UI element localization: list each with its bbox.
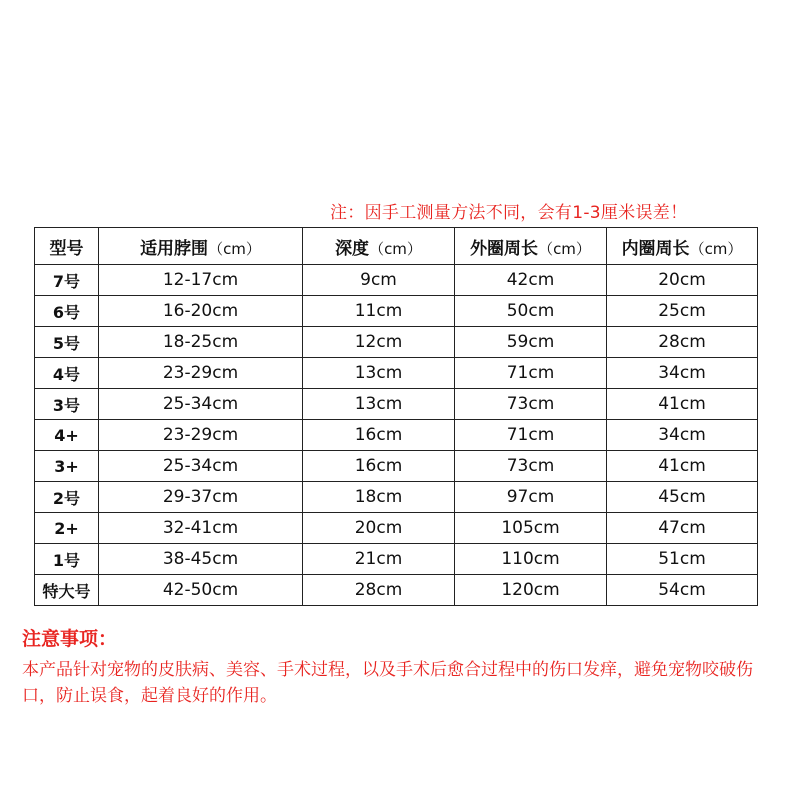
- measurement-note: 注：因手工测量方法不同，会有1-3厘米误差！: [330, 203, 688, 223]
- cell-model: 2号: [35, 482, 99, 513]
- notice-body: 本产品针对宠物的皮肤病、美容、手术过程，以及手术后愈合过程中的伤口发痒，避免宠物咬破伤口，防止误食，起着良好的作用。: [22, 660, 753, 706]
- cell-outer-circumference: 59cm: [455, 327, 607, 358]
- table-header-row: [35, 228, 758, 265]
- cell-inner-circumference: 41cm: [607, 389, 758, 420]
- cell-depth: 21cm: [303, 544, 455, 575]
- cell-outer-circumference: 42cm: [455, 265, 607, 296]
- cell-inner-circumference: 51cm: [607, 544, 758, 575]
- cell-depth: 9cm: [303, 265, 455, 296]
- cell-model: 4+: [35, 420, 99, 451]
- cell-inner-circumference: 20cm: [607, 265, 758, 296]
- cell-depth: 16cm: [303, 451, 455, 482]
- cell-model: 特大号: [35, 575, 99, 606]
- cell-inner-circumference: 47cm: [607, 513, 758, 544]
- cell-outer-circumference: 71cm: [455, 420, 607, 451]
- cell-inner-circumference: 45cm: [607, 482, 758, 513]
- table-row: [35, 513, 758, 544]
- header-outer-circumference: 外圈周长（cm）: [455, 228, 607, 265]
- cell-inner-circumference: 34cm: [607, 420, 758, 451]
- table-row: [35, 544, 758, 575]
- cell-outer-circumference: 73cm: [455, 451, 607, 482]
- table-row: [35, 482, 758, 513]
- cell-depth: 18cm: [303, 482, 455, 513]
- cell-model: 1号: [35, 544, 99, 575]
- cell-neck-range: 38-45cm: [99, 544, 303, 575]
- notice-title: 注意事项：: [22, 628, 118, 650]
- cell-outer-circumference: 71cm: [455, 358, 607, 389]
- cell-depth: 12cm: [303, 327, 455, 358]
- cell-neck-range: 25-34cm: [99, 451, 303, 482]
- table-row: [35, 358, 758, 389]
- cell-outer-circumference: 120cm: [455, 575, 607, 606]
- cell-depth: 13cm: [303, 389, 455, 420]
- cell-depth: 13cm: [303, 358, 455, 389]
- cell-inner-circumference: 34cm: [607, 358, 758, 389]
- cell-inner-circumference: 28cm: [607, 327, 758, 358]
- cell-neck-range: 12-17cm: [99, 265, 303, 296]
- cell-inner-circumference: 25cm: [607, 296, 758, 327]
- cell-neck-range: 23-29cm: [99, 358, 303, 389]
- cell-depth: 20cm: [303, 513, 455, 544]
- cell-outer-circumference: 110cm: [455, 544, 607, 575]
- cell-neck-range: 42-50cm: [99, 575, 303, 606]
- cell-depth: 11cm: [303, 296, 455, 327]
- cell-neck-range: 25-34cm: [99, 389, 303, 420]
- cell-model: 4号: [35, 358, 99, 389]
- cell-neck-range: 18-25cm: [99, 327, 303, 358]
- cell-model: 7号: [35, 265, 99, 296]
- cell-model: 6号: [35, 296, 99, 327]
- cell-model: 3+: [35, 451, 99, 482]
- cell-model: 2+: [35, 513, 99, 544]
- table-row: [35, 575, 758, 606]
- header-inner-circumference: 内圈周长（cm）: [607, 228, 758, 265]
- table-row: [35, 451, 758, 482]
- cell-inner-circumference: 54cm: [607, 575, 758, 606]
- table-row: [35, 389, 758, 420]
- cell-outer-circumference: 73cm: [455, 389, 607, 420]
- cell-inner-circumference: 41cm: [607, 451, 758, 482]
- size-table: [34, 227, 758, 606]
- cell-depth: 16cm: [303, 420, 455, 451]
- cell-model: 5号: [35, 327, 99, 358]
- table-row: [35, 265, 758, 296]
- cell-neck-range: 23-29cm: [99, 420, 303, 451]
- header-depth: 深度（cm）: [303, 228, 455, 265]
- cell-neck-range: 16-20cm: [99, 296, 303, 327]
- cell-outer-circumference: 50cm: [455, 296, 607, 327]
- table-row: [35, 296, 758, 327]
- cell-depth: 28cm: [303, 575, 455, 606]
- cell-neck-range: 32-41cm: [99, 513, 303, 544]
- cell-model: 3号: [35, 389, 99, 420]
- cell-neck-range: 29-37cm: [99, 482, 303, 513]
- cell-outer-circumference: 105cm: [455, 513, 607, 544]
- cell-outer-circumference: 97cm: [455, 482, 607, 513]
- header-neck-range: 适用脖围（cm）: [99, 228, 303, 265]
- header-model: 型号: [35, 228, 99, 265]
- table-row: [35, 420, 758, 451]
- table-row: [35, 327, 758, 358]
